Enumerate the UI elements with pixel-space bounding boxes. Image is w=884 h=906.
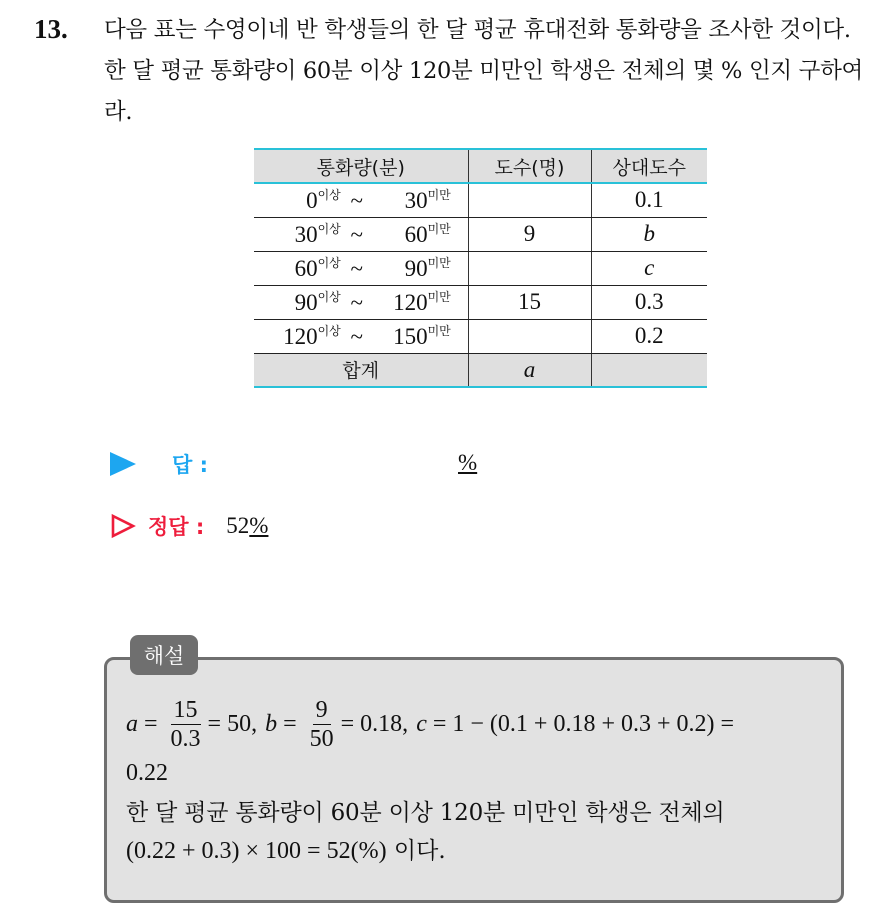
range-cell: $120^{이상}$ ~ $150^{미만}$ [254,319,468,353]
table-row [254,217,707,251]
total-frequency: a [468,353,591,387]
answer-row [110,448,208,480]
filled-arrow-icon [110,452,136,476]
explanation-line: 한 달 평균 통화량이 60분 이상 120분 미만인 학생은 전체의 [126,800,725,826]
frequency-cell: 9 [468,217,591,251]
explanation-line: 0.22 [126,760,168,786]
question-number: 13. [34,14,68,44]
relative-frequency-cell: 0.1 [591,183,707,217]
outline-arrow-icon [110,513,136,539]
table-row [254,319,707,353]
explanation-line: (0.22 + 0.3) × 100 = 52(%) 이다. [126,838,446,864]
range-cell: $0^{이상}$ ~ $30^{미만}$ [254,183,468,217]
fraction-a: $\frac{15}{0.3}$ [170,696,201,752]
header-frequency: 도수(명) [468,149,591,183]
frequency-cell [468,183,591,217]
correct-answer-row [110,510,268,542]
question-text: 다음 표는 수영이네 반 학생들의 한 달 평균 휴대전화 통화량을 조사한 것이다. 한 달 평균 통화량이 60분 이상 120분 미만인 학생은 전체의 몇 % 인지 구하여라. [104,17,863,125]
answer-blank[interactable]: % [458,450,478,475]
table-row [254,183,707,217]
table-total-row [254,353,707,387]
table-header-row [254,149,707,183]
range-cell: $60^{이상}$ ~ $90^{미만}$ [254,251,468,285]
answer-label: 답 : [172,453,208,477]
header-relative-frequency: 상대도수 [591,149,707,183]
range-cell: $30^{이상}$ ~ $60^{미만}$ [254,217,468,251]
relative-frequency-cell: 0.3 [591,285,707,319]
table-row [254,251,707,285]
range-cell: $90^{이상}$ ~ $120^{미만}$ [254,285,468,319]
explanation-tab: 해설 [130,635,198,675]
correct-answer-value: 52% [226,513,269,538]
explanation-formula: a = $\frac{15}{0.3}$ = 50, b = $\frac{9}{50}$ = 0.18, c = 1 − (0.1 + 0.18 + 0.3 + 0.2) = [126,696,735,752]
fraction-b: $\frac{9}{50}$ [309,696,334,752]
frequency-cell [468,319,591,353]
frequency-table [254,148,707,388]
table-row [254,285,707,319]
frequency-cell [468,251,591,285]
total-relative-frequency [591,353,707,387]
correct-answer-label: 정답 : [148,515,205,539]
relative-frequency-cell: c [591,251,707,285]
relative-frequency-cell: b [591,217,707,251]
total-label: 합계 [254,353,468,387]
frequency-cell: 15 [468,285,591,319]
relative-frequency-cell: 0.2 [591,319,707,353]
header-call-volume: 통화량(분) [254,149,468,183]
